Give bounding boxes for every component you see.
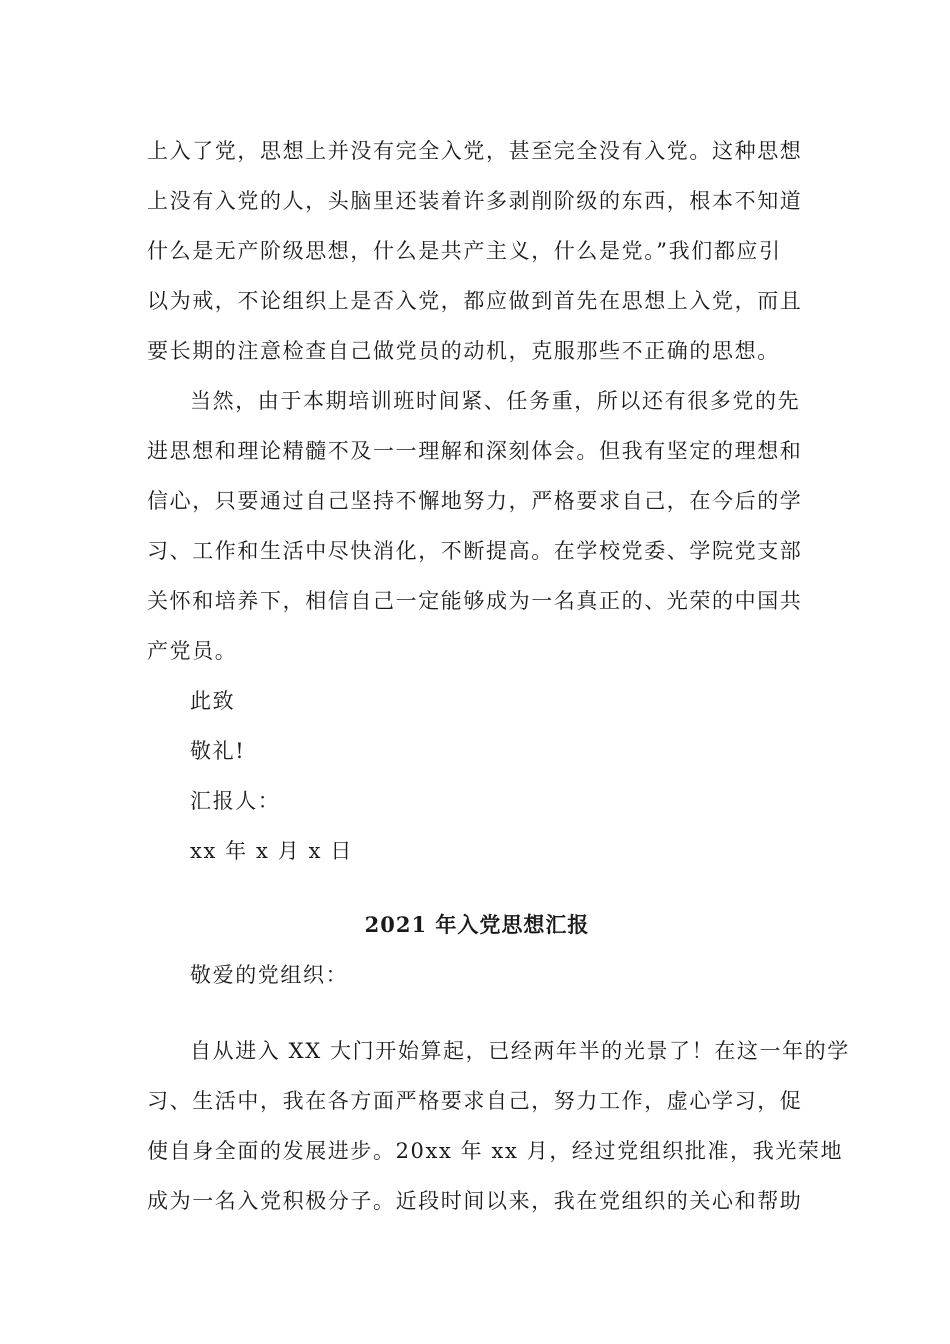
paragraph-3-line: 成为一名入党积极分子。近段时间以来，我在党组织的关心和帮助 — [147, 1189, 803, 1213]
closing-jingli: 敬礼! — [190, 739, 246, 763]
report-title: 2021 年入党思想汇报 — [364, 912, 590, 937]
paragraph-1-line: 什么是无产阶级思想，什么是共产主义，什么是党。”我们都应引 — [147, 239, 782, 263]
paragraph-2-line: 信心，只要通过自己坚持不懈地努力，严格要求自己，在今后的学 — [147, 489, 803, 513]
report-date: xx 年 x 月 x 日 — [190, 839, 353, 863]
salutation: 敬爱的党组织： — [190, 963, 349, 987]
reporter-label: 汇报人： — [190, 789, 281, 813]
paragraph-1-line: 上入了党，思想上并没有完全入党，甚至完全没有入党。这种思想 — [147, 139, 803, 163]
paragraph-3-line: 习、生活中，我在各方面严格要求自己，努力工作，虚心学习，促 — [147, 1089, 803, 1113]
paragraph-2-line: 当然，由于本期培训班时间紧、任务重，所以还有很多党的先 — [190, 389, 801, 413]
paragraph-1-line: 要长期的注意检查自己做党员的动机，克服那些不正确的思想。 — [147, 339, 780, 363]
paragraph-1-line: 上没有入党的人，头脑里还装着许多剥削阶级的东西，根本不知道 — [147, 189, 803, 213]
paragraph-2-line: 进思想和理论精髓不及一一理解和深刻体会。但我有坚定的理想和 — [147, 439, 803, 463]
paragraph-2-line: 产党员。 — [147, 639, 238, 663]
paragraph-3-line: 使自身全面的发展进步。20xx 年 xx 月，经过党组织批准，我光荣地 — [147, 1139, 844, 1163]
paragraph-2-line: 关怀和培养下，相信自己一定能够成为一名真正的、光荣的中国共 — [147, 589, 803, 613]
paragraph-1-line: 以为戒，不论组织上是否入党，都应做到首先在思想上入党，而且 — [147, 289, 803, 313]
paragraph-2-line: 习、工作和生活中尽快消化，不断提高。在学校党委、学院党支部 — [147, 539, 803, 563]
closing-cizhi: 此致 — [190, 689, 236, 713]
paragraph-3-line: 自从进入 XX 大门开始算起，已经两年半的光景了！在这一年的学 — [190, 1039, 850, 1063]
